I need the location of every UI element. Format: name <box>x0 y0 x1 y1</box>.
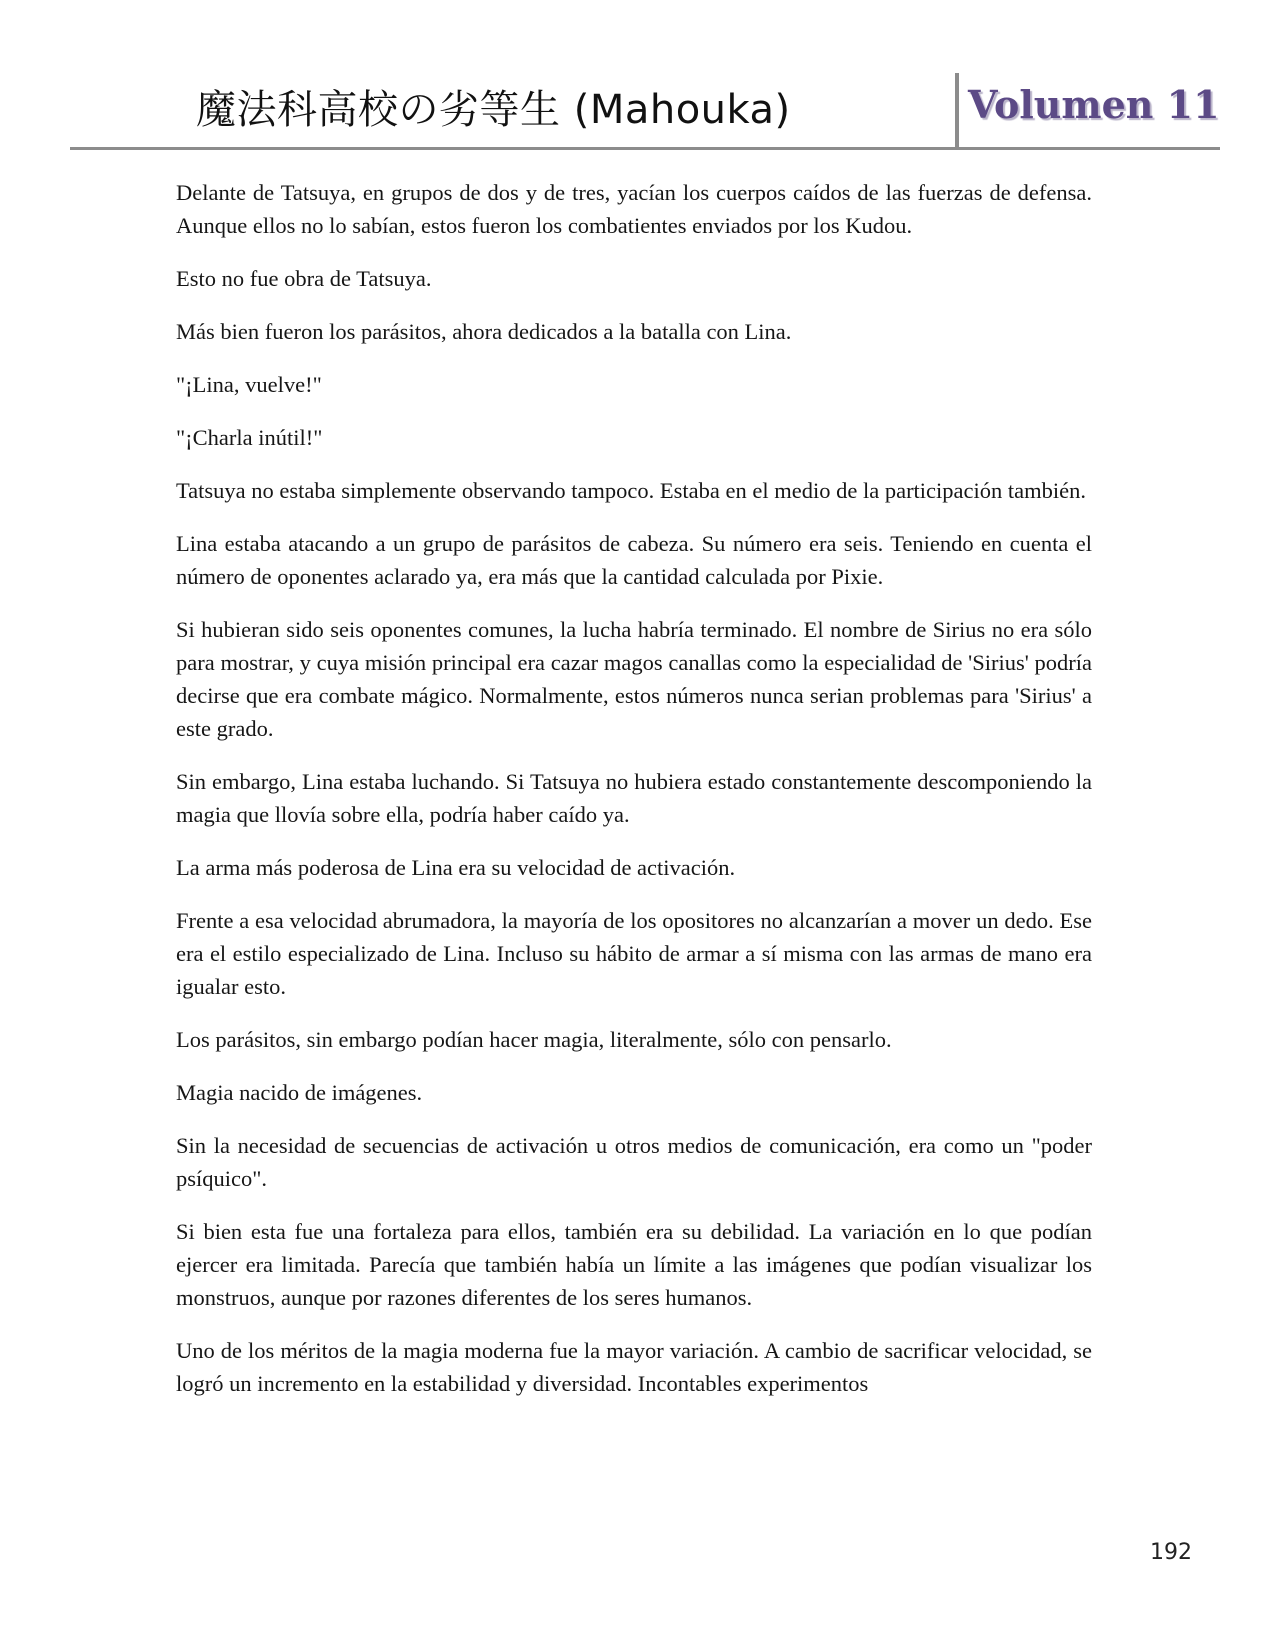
header-divider <box>955 73 959 149</box>
paragraph: Delante de Tatsuya, en grupos de dos y de tres, yacían los cuerpos caídos de las fuerzas de defensa. Aunque ellos no lo sabían, estos fueron los combatientes enviados por los Kudou. <box>176 180 1092 238</box>
paragraph: Lina estaba atacando a un grupo de parásitos de cabeza. Su número era seis. Teniendo en cuenta el número de oponentes aclarado ya, era más que la cantidad calculada por Pixie. <box>176 531 1092 589</box>
page-body <box>176 176 1092 1420</box>
paragraph: "¡Charla inútil!" <box>176 425 323 450</box>
paragraph: Magia nacido de imágenes. <box>176 1080 423 1105</box>
book-title: 魔法科高校の劣等生 (Mahouka) <box>196 87 791 133</box>
paragraph: Uno de los méritos de la magia moderna fue la mayor variación. A cambio de sacrificar velocidad, se logró un incremento en la estabilidad y diversidad. Incontables experimentos <box>176 1338 1092 1396</box>
paragraph: Tatsuya no estaba simplemente observando tampoco. Estaba en el medio de la participación también. <box>176 478 1086 503</box>
page-number: 192 <box>1150 1540 1192 1565</box>
paragraph: Si hubieran sido seis oponentes comunes, la lucha habría terminado. El nombre de Sirius no era sólo para mostrar, y cuya misión principal era cazar magos canallas como la especialidad de 'Sirius' podría decirse que era combate mágico. Normalmente, estos números nunca serian problemas para 'Sirius' a este grado. <box>176 617 1092 741</box>
volume-label: Volumen 11 <box>968 82 1220 127</box>
paragraph: Esto no fue obra de Tatsuya. <box>176 266 432 291</box>
paragraph: Sin la necesidad de secuencias de activación u otros medios de comunicación, era como un "poder psíquico". <box>176 1133 1092 1191</box>
paragraph: "¡Lina, vuelve!" <box>176 372 322 397</box>
paragraph: Más bien fueron los parásitos, ahora dedicados a la batalla con Lina. <box>176 319 792 344</box>
paragraph: Si bien esta fue una fortaleza para ellos, también era su debilidad. La variación en lo que podían ejercer era limitada. Parecía que también había un límite a las imágenes que podían visualizar los monstruos, aunque por razones diferentes de los seres humanos. <box>176 1219 1092 1310</box>
paragraph: Frente a esa velocidad abrumadora, la mayoría de los opositores no alcanzarían a mover un dedo. Ese era el estilo especializado de Lina. Incluso su hábito de armar a sí misma con las armas de mano era igualar esto. <box>176 908 1092 999</box>
header-rule <box>70 147 1220 150</box>
paragraph: Los parásitos, sin embargo podían hacer magia, literalmente, sólo con pensarlo. <box>176 1027 892 1052</box>
paragraph: Sin embargo, Lina estaba luchando. Si Tatsuya no hubiera estado constantemente descomponiendo la magia que llovía sobre ella, podría haber caído ya. <box>176 769 1092 827</box>
paragraph: La arma más poderosa de Lina era su velocidad de activación. <box>176 855 736 880</box>
page-header <box>0 0 1275 160</box>
